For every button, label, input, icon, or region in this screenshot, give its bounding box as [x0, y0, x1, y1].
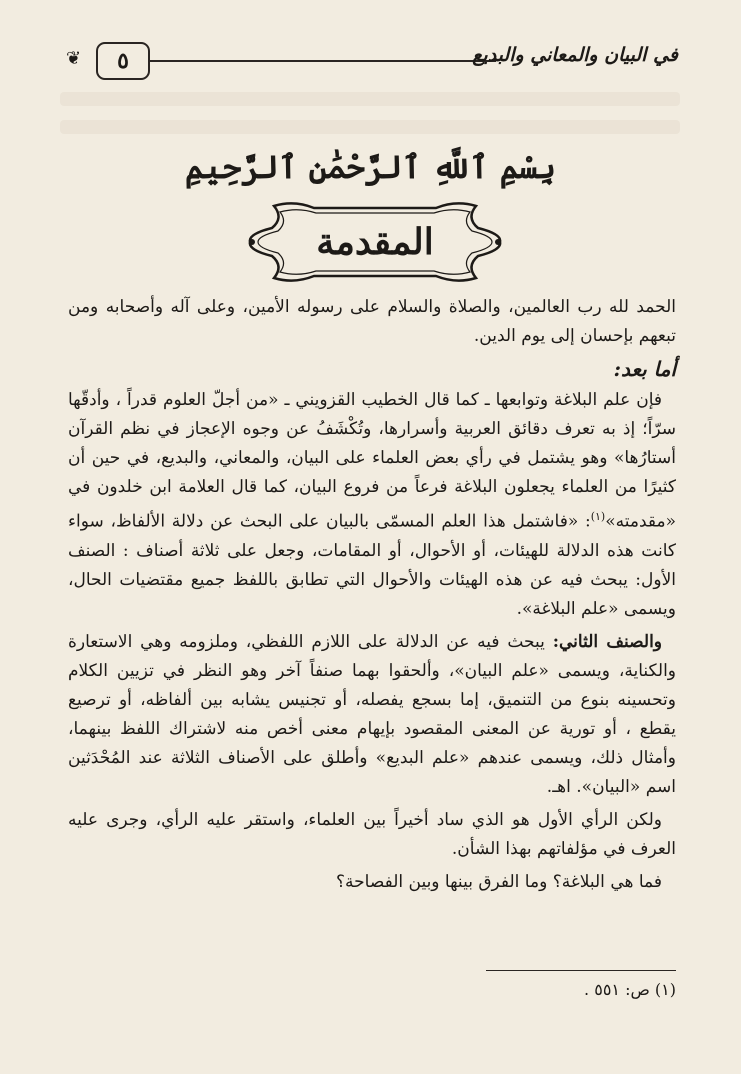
- section-title: المقدمة: [316, 221, 434, 263]
- footnote-ref: (١): [590, 510, 606, 523]
- paragraph: ولكن الرأي الأول هو الذي ساد أخيراً بين العلماء، واستقر عليه الرأي، وجرى عليه العرف في مؤلفاتهم بهذا الشأن.: [68, 809, 676, 859]
- section-title-cartouche: [244, 198, 506, 286]
- page-number: ٥: [96, 42, 150, 80]
- paragraph-text: يبحث فيه عن الدلالة على اللازم اللفظي، وملزومه وهي الاستعارة والكناية، ويسمى «علم البيان»، وألحقوا بهما صنفاً آخر وهو النظر في تزيين الكلام وتحسينه بنوع من التنميق، إما بسجع يفصله، أو تجنيس يشابه بين ألفاظه، أو ترصيع يقطع ، أو تورية عن المعنى المقصود بإيهام معنى أخص منه لاشتراك اللفظ بينهما، وأمثال ذلك، ويسمى عندهم «علم البديع» وأطلق على الأصناف الثلاثة عند المُحْدَثين اسم «البيان». اهـ.: [68, 631, 676, 797]
- show-through: [60, 92, 680, 106]
- basmala: بِسْمِ ٱللَّهِ ٱلرَّحْمَٰنِ ٱلرَّحِيمِ: [185, 148, 556, 186]
- paragraph: [68, 628, 676, 802]
- paragraph-label: والصنف الثاني:: [552, 631, 663, 652]
- paragraph-text: : «فاشتمل هذا العلم المسمّى بالبيان على البحث عن دلالة الألفاظ، سواء كانت هذه الدلالة للهيئات، أو الأحوال، أو المقامات، وجعل على ثلاثة أصناف : الصنف الأول: يبحث فيه عن هذه الهيئات والأحوال التي تطابق باللفظ جميع مقتضيات الحال، ويسمى «علم البلاغة».: [68, 511, 676, 619]
- show-through: [60, 120, 680, 134]
- header-rule: [150, 60, 496, 62]
- paragraph: فما هي البلاغة؟ وما الفرق بينها وبين الفصاحة؟: [336, 871, 662, 892]
- amma-bad-heading: أما بعد:: [613, 357, 676, 381]
- running-header: [66, 40, 678, 84]
- paragraph: [68, 386, 676, 624]
- body-text: [68, 293, 676, 901]
- ornament-icon: ❦: [66, 48, 82, 69]
- running-title: في البيان والمعاني والبديع: [472, 44, 678, 66]
- footnote: (١) ص: ٥٥١ .: [584, 980, 676, 999]
- footnote-rule: [486, 970, 676, 971]
- paragraph: الحمد لله رب العالمين، والصلاة والسلام على رسوله الأمين، وعلى آله وأصحابه ومن تبعهم بإحسان إلى يوم الدين.: [68, 297, 676, 346]
- paragraph-text: فإن علم البلاغة وتوابعها ـ كما قال الخطيب القزويني ـ «من أجلّ العلوم قدراً ، وأدقّها سرّاً؛ إذ به تعرف دقائق العربية وأسرارها، وتُكْشَفُ عن وجوه الإعجاز في نظم القرآن أستارُها» وهو يشتمل في رأي بعض العلماء على البيان، والمعاني، والبديع، في حين أن كثيرًا من العلماء يجعلون البلاغة فرعاً من فروع البيان، كما قال العلامة ابن خلدون في «مقدمته»: [68, 390, 676, 532]
